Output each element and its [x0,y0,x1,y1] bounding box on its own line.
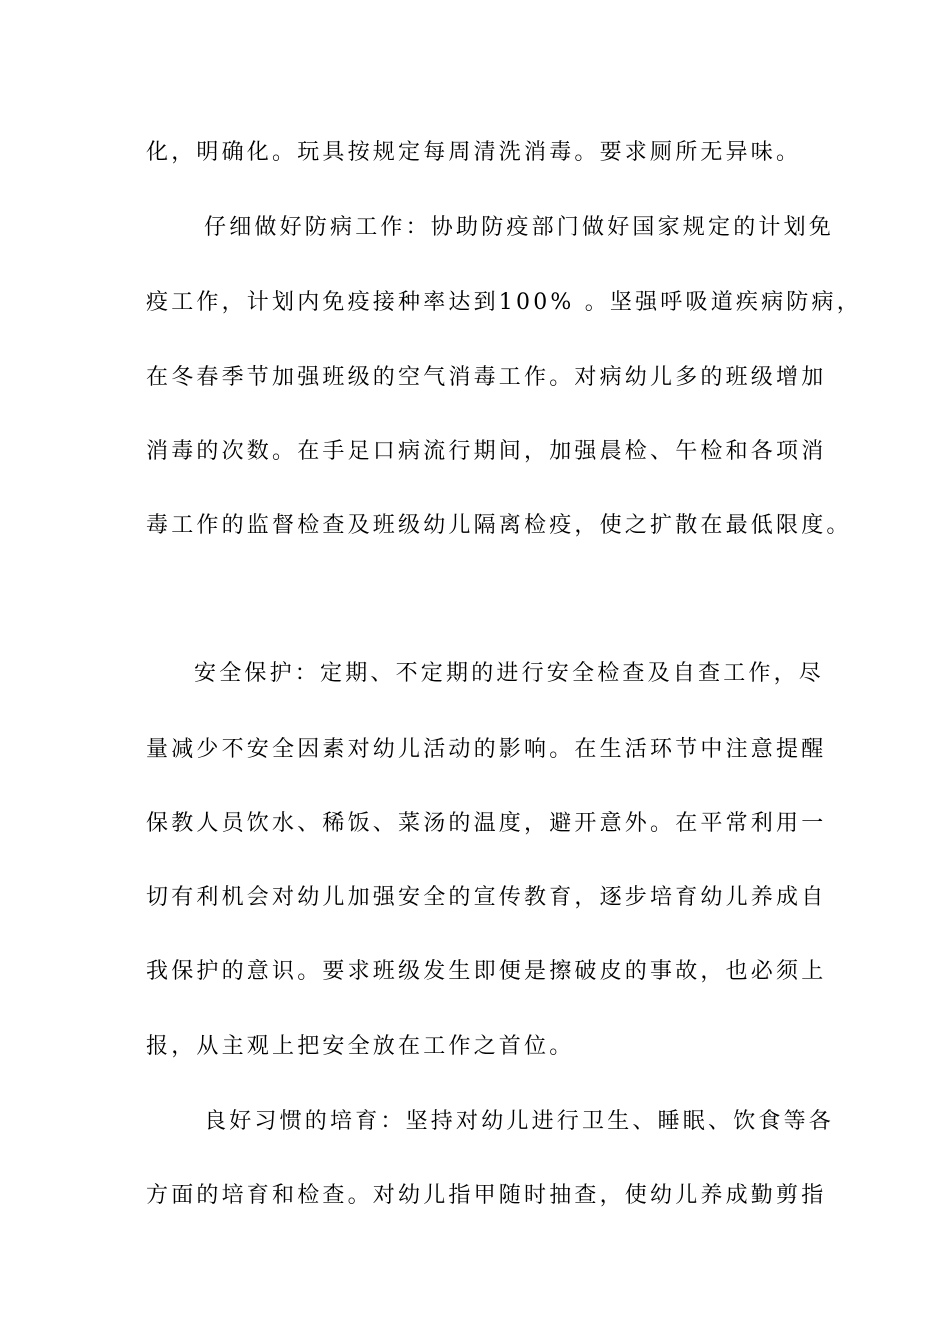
text-line: 报，从主观上把安全放在工作之首位。 [146,1034,575,1059]
text-line: 化，明确化。玩具按规定每周清洗消毒。要求厕所无异味。 [146,140,802,165]
paragraph-start-line: 安全保护：定期、不定期的进行安全检查及自查工作，尽 [194,661,825,686]
text-line: 毒工作的监督检查及班级幼儿隔离检疫，使之扩散在最低限度。 [146,513,852,538]
text-line: 我保护的意识。要求班级发生即便是擦破皮的事故，也必须上 [146,959,827,984]
text-line: 切有利机会对幼儿加强安全的宣传教育，逐步培育幼儿养成自 [146,885,827,910]
text-line: 方面的培育和检查。对幼儿指甲随时抽查，使幼儿养成勤剪指 [146,1183,827,1208]
text-line: 疫工作，计划内免疫接种率达到100% 。坚强呼吸道疾病防病， [146,290,862,315]
paragraph-start-line: 仔细做好防病工作：协助防疫部门做好国家规定的计划免 [204,215,835,240]
text-line: 保教人员饮水、稀饭、菜汤的温度，避开意外。在平常利用一 [146,811,827,836]
text-line: 量减少不安全因素对幼儿活动的影响。在生活环节中注意提醒 [146,737,827,762]
text-line: 在冬春季节加强班级的空气消毒工作。对病幼儿多的班级增加 [146,365,827,390]
text-line: 消毒的次数。在手足口病流行期间，加强晨检、午检和各项消 [146,439,827,464]
paragraph-start-line: 良好习惯的培育：坚持对幼儿进行卫生、睡眠、饮食等各 [204,1109,835,1134]
